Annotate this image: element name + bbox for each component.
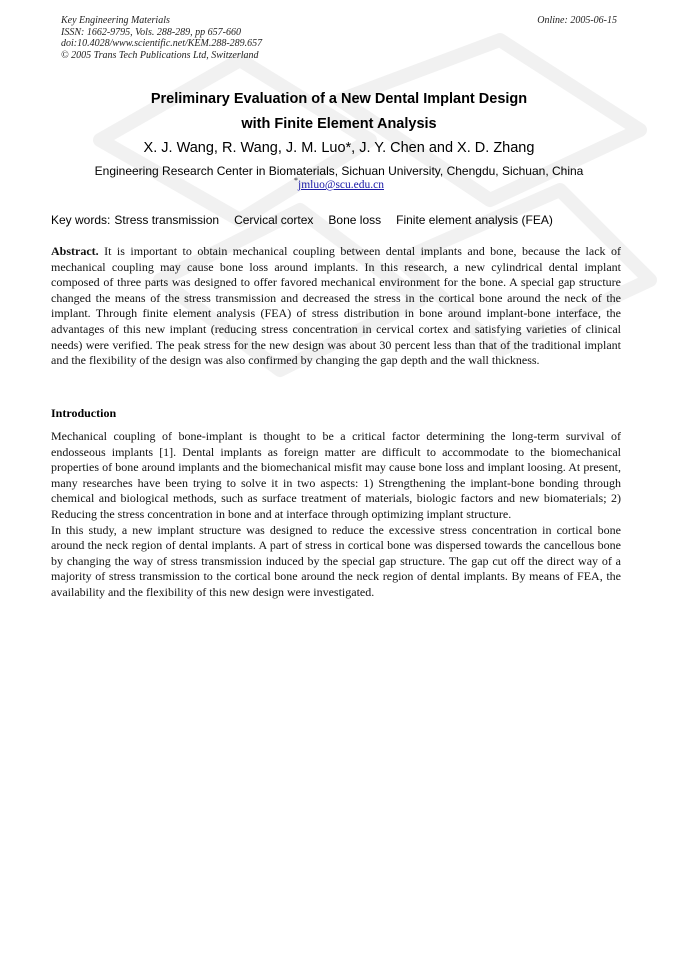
online-date: Online: 2005-06-15 bbox=[537, 15, 617, 26]
abstract bbox=[51, 244, 621, 369]
title-line-1: Preliminary Evaluation of a New Dental Implant Design bbox=[150, 91, 528, 107]
intro-paragraph-1: Mechanical coupling of bone-implant is thought to be a critical factor determining the long-term survival of endosseous implants [1]. Dental implants as foreign matter are difficult to accommodate to the biomechanical properties of bone around implants and the biomechanical misfit may cause bone loss and implant loosing. At present, many researches have been trying to solve it in two aspects: 1) Strengthening the implant-bone bonding through chemical and biological methods, such as surface treatment of materials, biologic factors and new biomaterials; 2) Reducing the stress concentration in bone and at interface through optimizing implant structure. bbox=[51, 429, 621, 521]
keywords bbox=[51, 213, 568, 228]
keyword-item: Finite element analysis (FEA) bbox=[396, 213, 553, 227]
journal-doi: doi:10.4028/www.scientific.net/KEM.288-289.657 bbox=[61, 38, 263, 49]
keyword-item: Bone loss bbox=[328, 213, 382, 227]
footnote-marker: * bbox=[294, 176, 299, 186]
author-list: X. J. Wang, R. Wang, J. M. Luo*, J. Y. Chen and X. D. Zhang bbox=[143, 140, 535, 156]
paper-title bbox=[0, 87, 678, 137]
intro-paragraph-2: In this study, a new implant structure was designed to reduce the excessive stress concentration in cortical bone around the neck region of dental implants. A part of stress in cortical bone was dispersed towards the cancellous bone by changing the way of stress transmission induced by the special gap structure. The gap cut off the direct way of a majority of stress transmission to the cortical bone around the neck region of dental implants. By means of FEA, the availability and the flexibility of this new design were investigated. bbox=[51, 522, 621, 599]
abstract-text: It is important to obtain mechanical coupling between dental implants and bone, because the lack of mechanical coupling may cause bone loss around implants. In this research, a new cylindrical dental implant composed of three parts was designed to offer favored mechanical environment for the bone. A special gap structure changed the means of the stress transmission and decreased the stress in the cortical bone around the neck of the implant. Through finite element analysis (FEA) of stress distribution in bone around implant-bone interface, the advantages of this new implant (reducing stress concentration in cervical cortex and satisfying varieties of clinical needs) were verified. The peak stress for the new design was about 30 percent less than that of the traditional implant and the flexibility of the design was also confirmed by changing the gap depth and the wall thickness. bbox=[51, 244, 621, 368]
title-line-2: with Finite Element Analysis bbox=[241, 116, 437, 132]
keyword-item: Cervical cortex bbox=[234, 213, 314, 227]
abstract-label: Abstract. bbox=[51, 244, 99, 258]
affiliation: Engineering Research Center in Biomaterials, Sichuan University, Chengdu, Sichuan, China bbox=[94, 164, 584, 178]
corresponding-email bbox=[0, 178, 678, 192]
journal-copyright: © 2005 Trans Tech Publications Ltd, Switzerland bbox=[61, 49, 259, 61]
keywords-label: Key words: bbox=[51, 213, 111, 227]
journal-name: Key Engineering Materials bbox=[61, 15, 170, 26]
section-heading-introduction: Introduction bbox=[51, 406, 117, 420]
keyword-item: Stress transmission bbox=[114, 213, 220, 227]
email-link[interactable]: jmluo@scu.edu.cn bbox=[298, 179, 384, 191]
introduction-body bbox=[51, 429, 621, 601]
journal-issn: ISSN: 1662-9795, Vols. 288-289, pp 657-660 bbox=[61, 26, 241, 38]
journal-header bbox=[61, 15, 617, 61]
